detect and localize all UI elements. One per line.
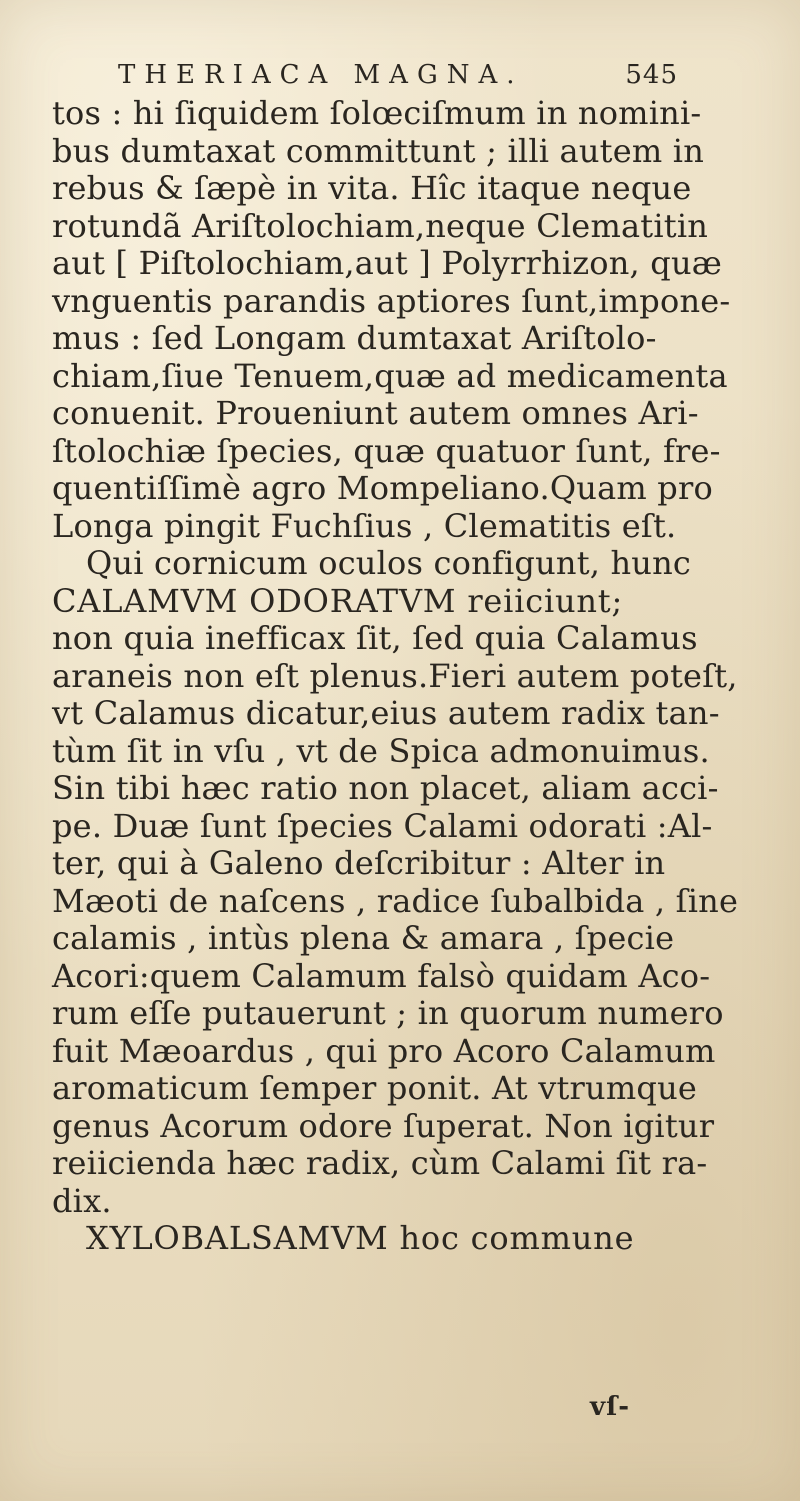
text-line: genus Acorum odore ſuperat. Non igitur bbox=[52, 1106, 715, 1145]
text-line: tùm ſit in vſu , vt de Spica admonuimus. bbox=[52, 731, 710, 770]
text-line: calamis , intùs plena & amara , ſpecie bbox=[52, 919, 675, 957]
running-title: THERIACA MAGNA. bbox=[118, 60, 524, 90]
running-head bbox=[118, 58, 678, 92]
paragraph-start-line: Qui cornicum oculos configunt, hunc bbox=[86, 544, 692, 582]
text-line: quentiſſimè agro Mompeliano.Quam pro bbox=[52, 469, 713, 507]
text-line: aromaticum ſemper ponit. At vtrumque bbox=[52, 1069, 698, 1107]
text-line: vnguentis parandis aptiores ſunt,impone- bbox=[52, 281, 731, 320]
catchword: vſ- bbox=[590, 1392, 631, 1422]
text-line: vt Calamus dicatur,eius autem radix tan- bbox=[52, 694, 720, 732]
text-line: chiam,ſiue Tenuem,quæ ad medicamenta bbox=[52, 356, 728, 395]
text-line: mus : ſed Longam dumtaxat Ariſtolo- bbox=[52, 319, 657, 357]
text-line: Longa pingit Fuchſius , Clematitis eſt. bbox=[52, 506, 677, 545]
text-line: rebus & ſæpè in vita. Hîc itaque neque bbox=[52, 169, 692, 207]
text-line: tos : hi ſiquidem ſolœciſmum in nomini- bbox=[52, 94, 702, 132]
text-line: Acori:quem Calamum falsò quidam Aco- bbox=[52, 956, 711, 995]
text-line: rum eſſe putauerunt ; in quorum numero bbox=[52, 994, 724, 1032]
text-line: araneis non eſt plenus.Fieri autem poteſt, bbox=[52, 656, 738, 695]
text-line: CALAMVM ODORATVM reiiciunt; bbox=[52, 581, 624, 620]
body-text bbox=[52, 95, 772, 1258]
text-line: pe. Duæ ſunt ſpecies Calami odorati :Al- bbox=[52, 806, 713, 845]
text-line: rotundã Ariſtolochiam,neque Clematitin bbox=[52, 206, 709, 245]
text-line: non quia inefficax ſit, ſed quia Calamus bbox=[52, 619, 698, 657]
text-line: Mæoti de naſcens , radice ſubalbida , ſine bbox=[52, 881, 739, 920]
page-number: 545 bbox=[625, 60, 678, 90]
text-line: reiicienda hæc radix, cùm Calami ſit ra- bbox=[52, 1144, 708, 1182]
text-line: fuit Mæoardus , qui pro Acoro Calamum bbox=[52, 1031, 716, 1070]
text-line: Sin tibi hæc ratio non placet, aliam acci- bbox=[52, 769, 719, 807]
text-line: aut [ Piſtolochiam,aut ] Polyrrhizon, quæ bbox=[52, 244, 723, 282]
text-line: ter, qui à Galeno deſcribitur : Alter in bbox=[52, 844, 666, 882]
text-line: conuenit. Proueniunt autem omnes Ari- bbox=[52, 394, 699, 432]
text-line: bus dumtaxat committunt ; illi autem in bbox=[52, 131, 705, 170]
text-line: dix. bbox=[52, 1181, 112, 1220]
text-line: ſtolochiæ ſpecies, quæ quatuor ſunt, fre- bbox=[52, 431, 721, 470]
paragraph-start-line: XYLOBALSAMVM hoc commune bbox=[86, 1219, 635, 1257]
